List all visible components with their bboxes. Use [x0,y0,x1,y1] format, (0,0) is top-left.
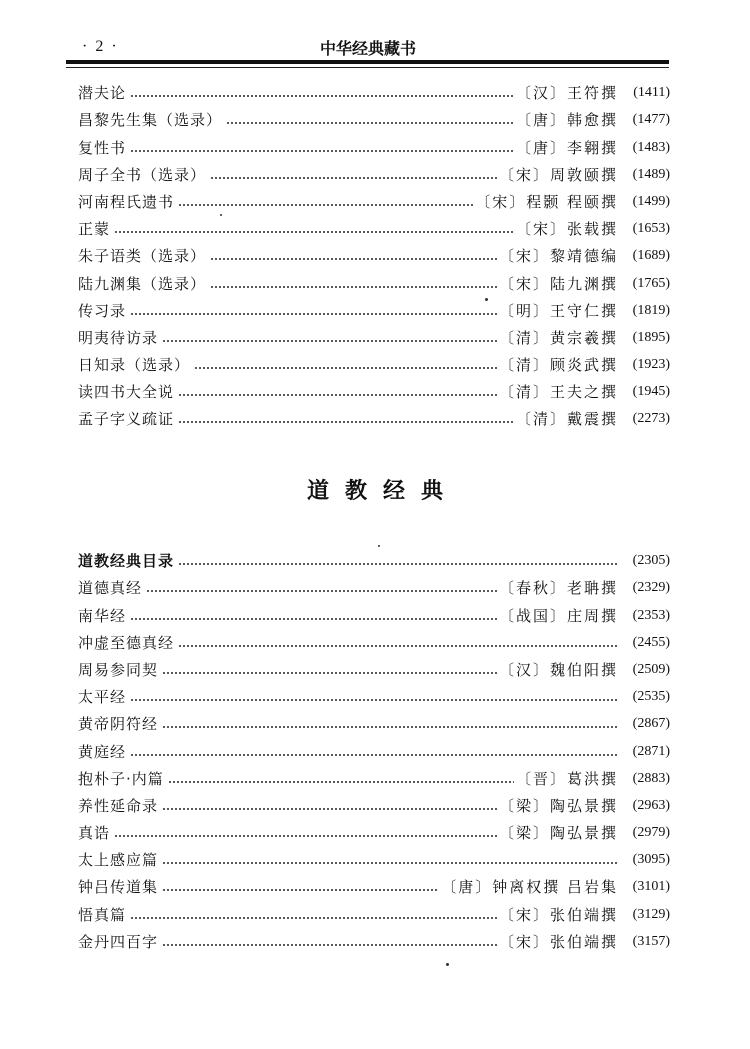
toc-entry [78,544,670,571]
entry-title: 太平经 [78,688,127,707]
toc-entry [78,185,670,212]
entry-page-number: (3101) [632,879,670,895]
toc-entry [78,76,670,103]
dot-leader [130,149,514,153]
entry-page-number: (2509) [632,661,670,677]
entry-title: 读四书大全说 [78,383,175,402]
toc-entry [78,897,670,924]
entry-title: 昌黎先生集（选录） [78,111,223,130]
entry-title: 周易参同契 [78,660,159,679]
toc-entry [78,707,670,734]
entry-page-number: (2455) [632,634,670,650]
entry-author: 〔唐〕韩愈撰 [515,111,618,130]
entry-title: 传习录 [78,301,127,320]
scan-speck [378,545,380,547]
toc-entry [78,626,670,653]
entry-page-number: (1411) [633,85,670,101]
dot-leader [162,807,497,811]
dot-leader [130,617,497,621]
entry-page-number: (1489) [632,166,670,182]
entry-title: 金丹四百字 [78,932,159,951]
dot-leader [130,94,514,98]
entry-author: 〔宋〕程颢 程颐撰 [475,192,618,211]
toc-section-daoist [78,544,670,952]
dot-leader [162,725,618,729]
toc-entry [78,402,670,429]
dot-leader [210,257,497,261]
dot-leader [178,393,497,397]
entry-title: 朱子语类（选录） [78,247,207,266]
section-heading-daoist-classics: 道教经典 [306,478,459,504]
entry-page-number: (2273) [632,411,670,427]
entry-title: 南华经 [78,606,127,625]
dot-leader [162,671,497,675]
entry-author: 〔宋〕张伯端撰 [498,905,618,924]
dot-leader [114,230,514,234]
dot-leader [168,780,514,784]
entry-title: 周子全书（选录） [78,165,207,184]
entry-title: 河南程氏遗书 [78,192,175,211]
dot-leader [178,203,473,207]
entry-title: 冲虚至德真经 [78,633,175,652]
entry-author: 〔清〕戴震撰 [515,410,618,429]
entry-author: 〔清〕顾炎武撰 [498,356,618,375]
entry-page-number: (1499) [632,193,670,209]
toc-entry [78,294,670,321]
toc-entry [78,680,670,707]
entry-author: 〔唐〕李翱撰 [515,138,618,157]
entry-author: 〔战国〕庄周撰 [498,606,618,625]
scan-speck [220,214,222,216]
toc-entry [78,925,670,952]
dot-leader [194,366,497,370]
entry-author: 〔清〕王夫之撰 [498,383,618,402]
toc-entry [78,212,670,239]
entry-author: 〔宋〕张伯端撰 [498,932,618,951]
dot-leader [162,888,439,892]
entry-title: 钟吕传道集 [78,878,159,897]
toc-entry [78,734,670,761]
dot-leader [210,285,497,289]
entry-page-number: (2963) [632,797,670,813]
entry-title: 黄庭经 [78,742,127,761]
entry-title: 抱朴子·内篇 [78,769,164,788]
dot-leader [146,589,497,593]
toc-entry [78,239,670,266]
entry-author: 〔宋〕陆九渊撰 [498,274,618,293]
entry-author: 〔唐〕钟离权撰 吕岩集 [441,878,618,897]
toc-entry [78,870,670,897]
entry-page-number: (3095) [632,852,670,868]
toc-entry [78,103,670,130]
toc-entry [78,789,670,816]
dot-leader [130,312,497,316]
entry-page-number: (2329) [632,580,670,596]
entry-author: 〔梁〕陶弘景撰 [498,796,618,815]
toc-entry [78,843,670,870]
toc-entry [78,762,670,789]
toc-entry [78,158,670,185]
entry-author: 〔宋〕周敦颐撰 [498,165,618,184]
entry-title: 道教经典目录 [78,552,175,571]
entry-page-number: (2883) [632,770,670,786]
toc-entry [78,348,670,375]
entry-author: 〔梁〕陶弘景撰 [498,824,618,843]
entry-page-number: (2867) [632,716,670,732]
entry-author: 〔清〕黄宗羲撰 [498,328,618,347]
entry-page-number: (3157) [632,933,670,949]
scan-speck [485,298,488,301]
entry-page-number: (1477) [632,112,670,128]
entry-author: 〔宋〕张载撰 [515,220,618,239]
page-number: · 2 · [82,38,119,55]
entry-page-number: (2535) [632,689,670,705]
book-title: 中华经典藏书 [319,39,416,58]
entry-page-number: (1483) [632,139,670,155]
entry-page-number: (2353) [632,607,670,623]
entry-author: 〔宋〕黎靖德编 [498,247,618,266]
dot-leader [178,644,618,648]
entry-page-number: (3129) [632,906,670,922]
entry-page-number: (1653) [632,221,670,237]
entry-title: 潜夫论 [78,84,127,103]
entry-page-number: (1819) [632,302,670,318]
toc-entry [78,816,670,843]
entry-title: 明夷待访录 [78,328,159,347]
entry-title: 太上感应篇 [78,851,159,870]
dot-leader [130,916,497,920]
dot-leader [162,339,497,343]
entry-title: 真诰 [78,824,111,843]
entry-author: 〔汉〕王符撰 [515,84,618,103]
toc-entry [78,375,670,402]
entry-page-number: (1945) [632,384,670,400]
entry-title: 黄帝阴符经 [78,715,159,734]
running-head [68,36,668,58]
dot-leader [178,420,514,424]
dot-leader [130,753,618,757]
entry-title: 道德真经 [78,579,143,598]
entry-title: 养性延命录 [78,796,159,815]
entry-title: 日知录（选录） [78,356,191,375]
header-rule-thin [66,67,669,68]
entry-author: 〔晋〕葛洪撰 [515,769,618,788]
toc-entry [78,653,670,680]
toc-entry [78,130,670,157]
dot-leader [130,698,618,702]
entry-author: 〔春秋〕老聃撰 [498,579,618,598]
toc-entry [78,571,670,598]
toc-section-confucian [78,76,670,429]
entry-author: 〔明〕王守仁撰 [498,301,618,320]
entry-title: 陆九渊集（选录） [78,274,207,293]
dot-leader [162,861,618,865]
entry-page-number: (1689) [632,248,670,264]
entry-page-number: (1765) [632,275,670,291]
dot-leader [114,834,497,838]
entry-page-number: (2871) [632,743,670,759]
dot-leader [210,176,497,180]
dot-leader [178,562,618,566]
dot-leader [226,121,514,125]
entry-page-number: (2979) [632,825,670,841]
entry-page-number: (1923) [632,357,670,373]
toc-entry [78,598,670,625]
entry-title: 正蒙 [78,220,111,239]
dot-leader [162,943,497,947]
header-rule-thick [66,60,669,64]
entry-title: 悟真篇 [78,905,127,924]
toc-entry [78,266,670,293]
scan-speck [446,963,449,966]
entry-title: 孟子字义疏证 [78,410,175,429]
entry-title: 复性书 [78,138,127,157]
entry-page-number: (2305) [632,553,670,569]
toc-entry [78,321,670,348]
entry-author: 〔汉〕魏伯阳撰 [498,660,618,679]
entry-page-number: (1895) [632,329,670,345]
